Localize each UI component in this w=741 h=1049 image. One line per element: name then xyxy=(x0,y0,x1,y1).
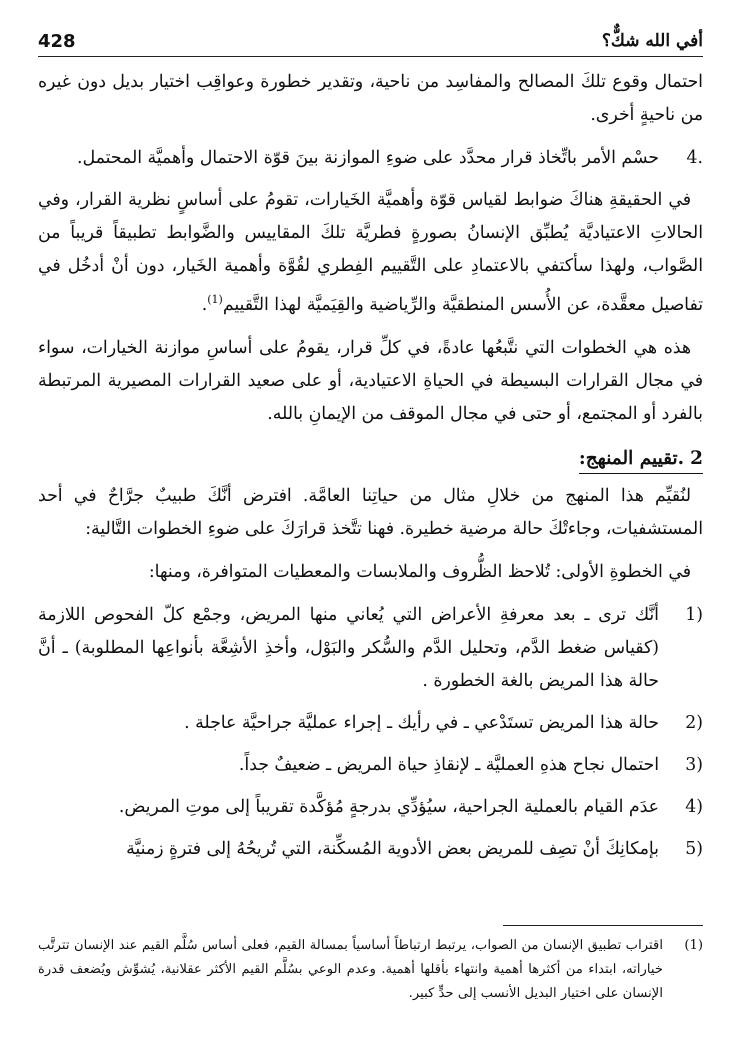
page-number: 428 xyxy=(38,30,76,52)
paragraph: في الحقيقةِ هناكَ ضوابط لقياس قوّة وأهميَّة الخَيارات، تقومُ على أساسٍ نظرية القرار، وفي الحالاتِ الاعتياديَّة يُطبِّق الإنسانُ بصورةٍ فطريَّة تلكَ المقاييس والضَّوابط تطبيقاً قريباً من الصَّواب، ولهذا سأكتفي بالاعتمادِ على التَّقييم الفِطري لقُوَّة وأهمية الخَيار، دون أنْ أدخُل في تفاصيل معقَّدة، عن الأُسس المنطقيَّة والرِّياضية والقِيَميَّة لهذا التَّقييم$^{(1)}$. xyxy=(38,190,703,315)
list-text: عدَم القيام بالعملية الجراحية، سيُؤدِّي بدرجةٍ مُؤكَّدة تقريباً إلى موتِ المريض. xyxy=(118,796,659,817)
footnote-reference: (1) xyxy=(207,293,223,306)
section-title: .تقييم المنهج: xyxy=(578,447,685,469)
section-heading xyxy=(579,445,703,474)
list-number: 4) xyxy=(685,796,703,817)
footnote-number: (1) xyxy=(684,938,703,953)
list-item xyxy=(38,791,703,824)
list-number: 2) xyxy=(685,712,703,733)
paragraph: في الخطوةِ الأولى: تُلاحظ الظُّروف والملابسات والمعطيات المتوافرة، ومنها: xyxy=(148,561,691,582)
list-number: 1) xyxy=(685,604,703,625)
list-item xyxy=(38,599,703,698)
list-item xyxy=(38,142,703,175)
list-number: 3) xyxy=(685,754,703,775)
paragraph: احتمال وقوع تلكَ المصالح والمفاسِد من ناحية، وتقدير خطورة وعواقِب اختيار بديل دون غيره من ناحيةٍ أخرى. xyxy=(38,72,703,125)
footnote-text: اقتراب تطبيق الإنسان من الصواب، يرتبط ارتباطاً أساسياً بمسالة القيم، فعلى أساس سُلَّم القيم عند الإنسان تترتَّب خياراته، ابتداء من أكثرها أهمية وانتهاء بأقلها أهمية. وعدم الوعي بسُلَّم القيم الأكثر عقلانية، يُشوِّش ويُضعف قدرة الإنسان على اختيار البديل الأنسب إلى حدٍّ كبير. xyxy=(38,938,663,1001)
list-number: 5) xyxy=(685,838,703,859)
list-item xyxy=(38,833,703,866)
paragraph: هذه هي الخطوات التي نتَّبعُها عادةً، في كلِّ قرار، يقومُ على أساسِ موازنة الخيارات، سواء في مجال القرارات البسيطة في الحياةِ الاعتيادية، أو على صعيد القرارات المصيرية المرتبطة بالفرد أو المجتمع، أو حتى في مجال الموقف من الإيمانِ بالله. xyxy=(38,337,703,424)
paragraph: لنُقيِّم هذا المنهج من خلالِ مثال من حياتِنا العامَّة. افترض أنَّكَ طبيبٌ جرَّاحٌ في أحد المستشفيات، وجاءتْكَ حالة مرضية خطيرة. فهنا تتَّخذ قرارَكَ على ضوءِ الخطوات التَّالية: xyxy=(38,485,703,539)
list-item xyxy=(38,707,703,740)
section-heading-wrap xyxy=(38,441,703,480)
list-text: حسْم الأمر باتِّخاذ قرار محدَّد على ضوءِ الموازنة بينَ قوّة الاحتمال وأهميَّة المحتمل. xyxy=(77,148,659,168)
header-divider xyxy=(38,56,703,57)
list-text: أنَّك ترى ـ بعد معرفةِ الأعراض التي يُعاني منها المريض، وجمْع كلّ الفحوص اللازمة (كقياس ضغط الدَّم، وتحليل الدَّم والسُّكر والبَوْل، وأخذِ الأشِعَّة بأنواعِها المطلوبة) ـ أنَّ حالة هذا المريض بالغة الخطورة . xyxy=(38,604,659,691)
list-text: احتمال نجاح هذهِ العمليَّة ـ لإنقاذِ حياة المريض ـ ضعيفٌ جداً. xyxy=(238,754,659,775)
footnote-divider xyxy=(503,925,703,926)
list-text: حالة هذا المريض تستَدْعي ـ في رأيك ـ إجراء عمليَّة جراحيَّة عاجلة . xyxy=(184,712,659,733)
list-item xyxy=(38,749,703,782)
paragraph-text: في الحقيقةِ هناكَ ضوابط لقياس قوّة وأهميَّة الخَيارات، تقومُ على أساسٍ نظرية القرار، وفي الحالاتِ الاعتياديَّة يُطبِّق الإنسانُ بصورةٍ فطريَّة تلكَ المقاييس والضَّوابط تطبيقاً قريباً من الصَّواب، ولهذا سأكتفي بالاعتمادِ على التَّقييم الفِطري لقُوَّة وأهمية الخَيار، دون أنْ أدخُل في تفاصيل معقَّدة، عن الأُسس المنطقيَّة والرِّياضية والقِيَميَّة لهذا التَّقييم xyxy=(38,190,703,315)
footnotes xyxy=(38,934,703,1006)
list-number: 4. xyxy=(686,148,703,168)
page-body xyxy=(38,66,703,875)
running-title: أفي الله شكٌّ؟ xyxy=(601,31,703,51)
section-number: 2 xyxy=(690,447,703,469)
footnote xyxy=(38,934,703,1006)
list-text: بإمكانِكَ أنْ تصِف للمريض بعض الأدوية المُسكِّنة، التي تُريحُهُ إلى فترةٍ زمنيَّة xyxy=(126,838,659,859)
page-header xyxy=(38,24,703,58)
